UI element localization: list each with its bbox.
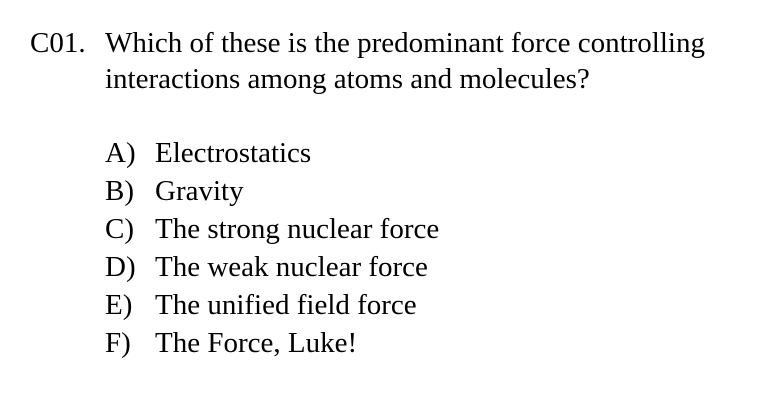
option-letter: E) — [105, 289, 133, 321]
option-text: Electrostatics — [155, 137, 312, 169]
option-text: The Force, Luke! — [155, 327, 358, 359]
question-row — [30, 25, 750, 97]
option-text: Gravity — [155, 175, 244, 207]
question-number: C01. — [30, 27, 86, 59]
option-e — [105, 286, 439, 324]
option-letter: C) — [105, 213, 134, 245]
option-letter: D) — [105, 251, 136, 283]
option-a — [105, 134, 439, 172]
option-text: The unified field force — [155, 289, 417, 321]
option-text: The weak nuclear force — [155, 251, 428, 283]
option-f — [105, 324, 439, 362]
option-c — [105, 210, 439, 248]
option-letter: A) — [105, 137, 136, 169]
question-block — [30, 25, 750, 97]
answer-options — [105, 134, 439, 362]
option-letter: F) — [105, 327, 131, 359]
option-b — [105, 172, 439, 210]
option-d — [105, 248, 439, 286]
option-letter: B) — [105, 175, 134, 207]
question-text: Which of these is the predominant force controlling interactions among atoms and molecules? — [105, 27, 705, 95]
option-text: The strong nuclear force — [155, 213, 440, 245]
